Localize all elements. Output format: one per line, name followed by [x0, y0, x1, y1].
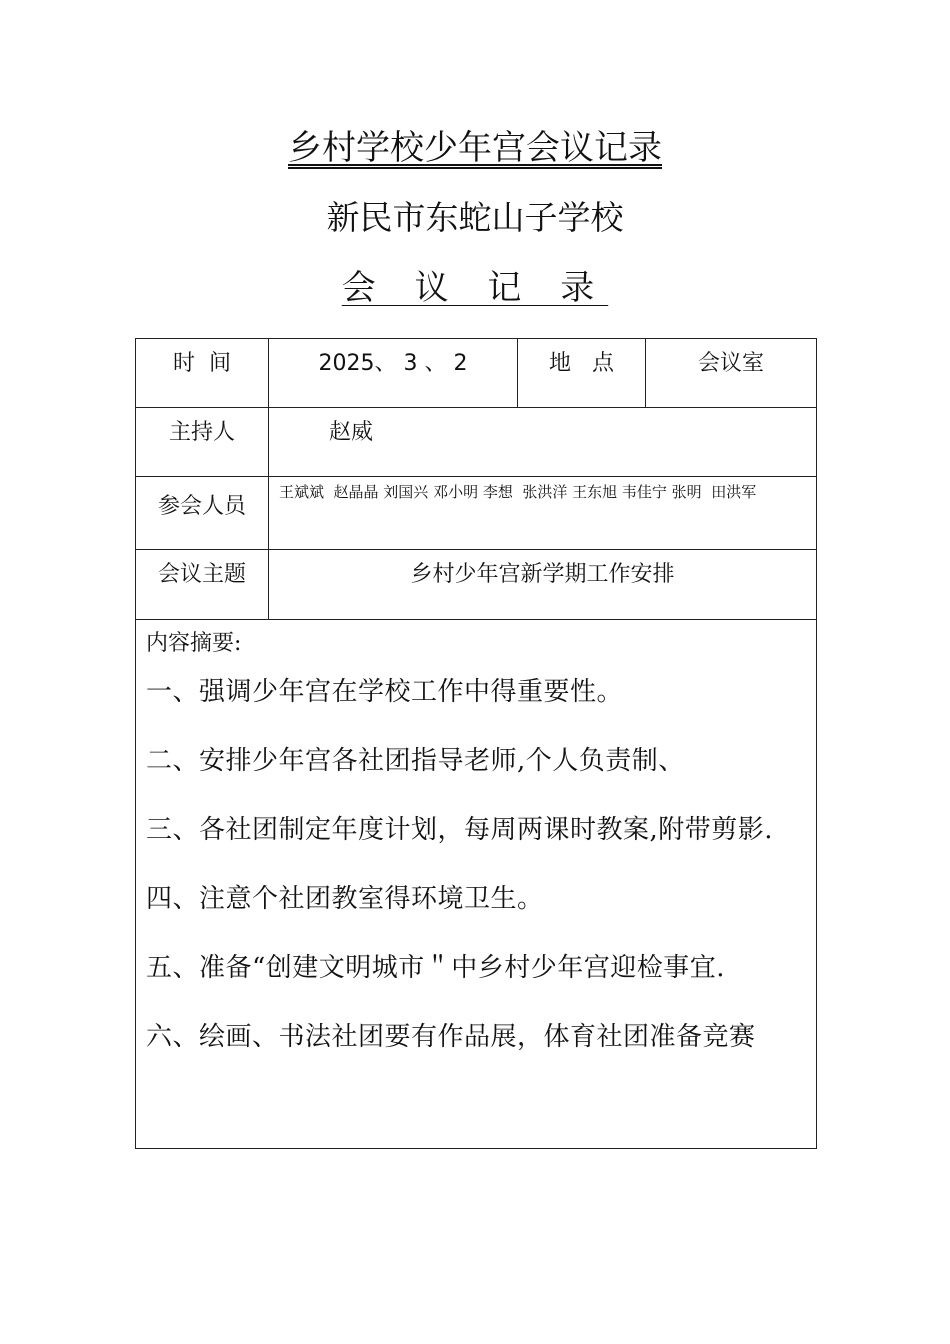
- host-label: 主持人: [136, 408, 269, 477]
- topic-row: [136, 550, 817, 620]
- topic-value: 乡村少年宫新学期工作安排: [269, 550, 817, 620]
- record-heading: [0, 268, 950, 309]
- school-name: 新民市东蛇山子学校: [326, 198, 624, 237]
- attendees-label: 参会人员: [136, 477, 269, 550]
- summary-cell: [136, 620, 817, 1149]
- host-row: [136, 408, 817, 477]
- summary-items: [146, 675, 806, 1055]
- meeting-record-table: [135, 338, 817, 1149]
- location-label: 地 点: [518, 339, 646, 408]
- summary-item-5: 五、准备“创建文明城市＂中乡村少年宫迎检事宜.: [146, 952, 726, 983]
- attendees-row: [136, 477, 817, 550]
- location-value: 会议室: [646, 339, 817, 408]
- summary-item-1: 一、强调少年宫在学校工作中得重要性。: [146, 676, 624, 707]
- topic-label: 会议主题: [136, 550, 269, 620]
- document-title: [0, 128, 950, 169]
- time-location-row: [136, 339, 817, 408]
- attendees-value: 王斌斌 赵晶晶 刘国兴 邓小明 李想 张洪洋 王东旭 韦佳宁 张明 田洪军: [269, 477, 817, 550]
- summary-label: 内容摘要:: [146, 631, 242, 656]
- summary-item-4: 四、注意个社团教室得环境卫生。: [146, 883, 544, 914]
- record-heading-text: 会 议 记 录: [341, 268, 609, 308]
- summary-item-2: 二、安排少年宫各社团指导老师,个人负责制、: [146, 745, 685, 776]
- document-title-text: 乡村学校少年宫会议记录: [288, 128, 662, 168]
- time-value: 2025、 3 、 2: [269, 339, 518, 408]
- summary-item-3: 三、各社团制定年度计划，每周两课时教案,附带剪影.: [146, 814, 774, 845]
- host-value: [269, 408, 817, 477]
- summary-row: [136, 620, 817, 1149]
- host-name: 赵威: [329, 420, 374, 445]
- summary-item-6: 六、绘画、书法社团要有作品展，体育社团准备竞赛: [146, 1021, 756, 1052]
- time-label: 时 间: [136, 339, 269, 408]
